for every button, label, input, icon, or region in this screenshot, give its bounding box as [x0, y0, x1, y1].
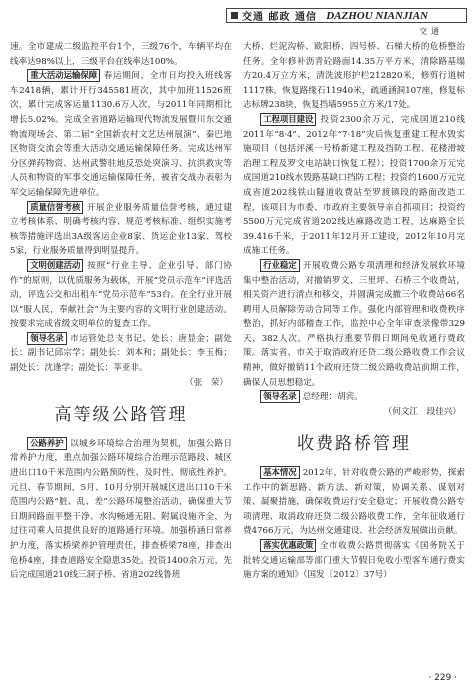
page-header	[0, 0, 475, 40]
left-column	[10, 40, 232, 583]
section-tag: 落实优惠政策	[260, 539, 316, 552]
paragraph-text: 按照“行业主导、企业引导、部门协作”的原则，以优质服务为载体，开展“党员示范车”评选活动，评选公交和出租车“党员示范车”53台。在全行业开展以“服人民，奉献社会”为主要内容的文明行业创建活动。按要求完成省级文明单位的复查工作。	[10, 260, 232, 330]
paragraph: 速。全市建成二级监控平台1个，三级76个，车辆平均在线率达98%以上，三级平台在线率达100%。	[10, 42, 232, 67]
paragraph	[243, 259, 465, 390]
paragraph-text: 全市收费公路贯彻落实《国务院关于批转交通运输部等部门重大节假日免收小型客车通行费实施方案的通知》（国发〔2012〕37号）	[243, 541, 465, 581]
section-tag: 重大活动运输保障	[27, 69, 100, 82]
paragraph	[10, 69, 232, 200]
page-number: · 229 ·	[428, 673, 457, 683]
square-marker-icon	[231, 12, 238, 19]
paragraph-text: 2012年，针对收费公路的严峻形势，探索工作中的新思路、新方法、新对策，协调关系、谋划对策、凝聚措施，确保收费运行安全稳定；开展收费公路专项清理、取消政府还贷二级公路收费工作，全年征收通行费4766万元，为达州交通建设、社会经济发展做出贡献。	[243, 468, 465, 537]
paragraph: 大桥、烂泥沟桥、欧阳桥、四号桥、石梯大桥的危桥整治任务。全年修补沥青砼路面14.35万平方米，清除路基塌方20.4万立方米，清洗波形护栏212820米，修剪行道树1117株，恢复路缘石11940米，疏通涵洞107座，修复标志标牌238块，恢复挡墙5955立方米/17处。	[243, 42, 465, 111]
paragraph	[10, 259, 232, 332]
section-tag: 工程项目建设	[260, 113, 316, 126]
paragraph-text: 春运期间，全市日均投入班线客车2418辆，累计开行345581班次，其中加班11526班次，累计完成客运量1130.6万人次，与2011年同期相比增长5.02%。完成全省道路运输现代物流发展暨川东交通物流现场会、第二届“全国新农村文艺达州展演”、秦巴地区物资交流会等重大活动交通运输保障任务。完成达州军分区弹药物资、达州武警驻地反恐处突演习、抗洪救灾等人员和物资的军事交通运输保障任务，被省交战办表彰为军交运输保障先进单位。	[10, 71, 232, 198]
paragraph	[243, 466, 465, 539]
header-subsection: 交通	[419, 27, 443, 36]
right-column	[243, 40, 465, 583]
paragraph	[10, 332, 232, 376]
paragraph	[10, 201, 232, 259]
author-signature: （何文江 段佳兴）	[383, 406, 461, 417]
paragraph-text: 投资2300余万元，完成国道210线2011年“8·4”、2012年“7·18”灾后恢复重建工程水毁实施项目（包括评溪一号桥新建工程及挡防工程、花楼滑坡治理工程及罗文电站缺口恢复工程）；投资1700余万元完成国道210线水毁路基缺口挡防工程；投资约1600万元完成省道202线铁山隧道收费站至罗渡镇段的路面改造工程，该项目为市委、市政府主要领导亲自抓项目；投资约5500万元完成省道202线达麻路改造工程，达麻路全长39.416千米，于2011年12月开工建设，2012年10月完成施工任务。	[243, 114, 465, 257]
paragraph	[243, 113, 465, 259]
paragraph	[243, 390, 465, 405]
section-tag: 质量信誉考核	[27, 201, 83, 214]
paragraph-text: 开展收费公路专项清理和经济发展软环境集中整治活动，对撤销罗文、三里坪、石桥三个收费站，相关资产进行清点和移交，并圆满完成撤三个收费站66名聘用人员解除劳动合同等工作。强化内部管理和收费秩序整治，抓好内部稽查工作，监控中心全年审查录像带329天，382人次。严格执行重要节假日期间免收通行费政策。落实省、市关于取消政府还贷二级公路收费工作会议精神，做好撤销11个政府还贷二级公路收费站前期工作，确保人员思想稳定。	[243, 260, 465, 388]
section-tag: 领导名录	[27, 332, 67, 345]
section-heading: 收费路桥管理	[297, 434, 411, 455]
running-header-box	[226, 8, 467, 23]
paragraph	[243, 539, 465, 583]
paragraph-text: 开展企业服务质量信誉考核，通过建立考核体系、明确考核内容、规范考核标准、组织实施考核等措施评选出3A级客运企业8家、货运企业13家、驾校5家，行业服务质量得到明显提升。	[10, 202, 232, 257]
section-tag: 公路养护	[27, 437, 67, 450]
paragraph-text: 总经理：胡宾。	[302, 392, 363, 403]
paragraph-text: 市运管处总支书记、处长：唐显金；副处长：副书记邱宗学；副处长：刘本和；副处长：李玉梅；副处长：沈逢学；副处长：莘亚非。	[10, 333, 232, 374]
section-tag: 基本情况	[260, 466, 300, 479]
section-title: 交通 邮政 通信	[242, 12, 317, 23]
section-heading: 高等级公路管理	[54, 405, 188, 426]
journal-title: DAZHOU NIANJIAN	[326, 9, 428, 22]
author-signature: （张 荣）	[185, 377, 228, 388]
section-tag: 文明创建活动	[27, 259, 83, 272]
section-tag: 领导名录	[260, 390, 300, 403]
section-tag: 行业稳定	[260, 259, 300, 272]
paragraph	[10, 437, 232, 583]
paragraph-text: 以城乡环境综合治理为契机，加强公路日常养护力度，重点加强公路环境综合治理示范路段、城区进出口10千米范围内公路预防性、及时性、彻底性养护。元旦、春节期间，5月、10月分别开展城区进出口10千米范围内公路“脏、乱、差”公路环境整治活动，确保重大节日期间路面平整干净、水沟畅通无阻、附属设施齐全，为过往司乘人员提供良好的道路通行环境。加强桥涵日常养护力度，落实桥梁养护管理责任，排查桥梁78座，排查出危桥4座，排查道路安全隐患35处。投资1400余万元，先后完成国道210线三洞子桥、省道202线鲁班	[10, 438, 232, 581]
